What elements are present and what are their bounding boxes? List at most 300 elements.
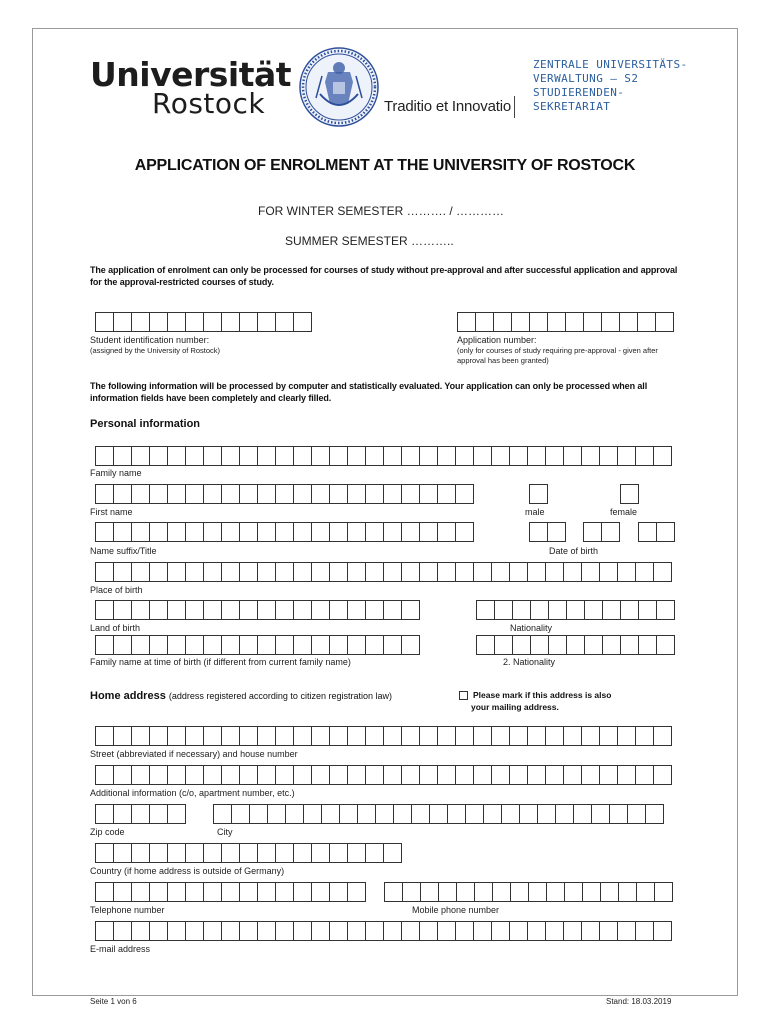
char-box[interactable] [204,562,222,582]
char-box[interactable] [584,312,602,332]
char-box[interactable] [456,921,474,941]
char-box[interactable] [214,804,232,824]
char-box[interactable] [204,600,222,620]
char-box[interactable] [549,635,567,655]
char-box[interactable] [114,804,132,824]
char-box[interactable] [621,484,639,504]
country-input[interactable] [95,843,402,863]
char-box[interactable] [402,600,420,620]
char-box[interactable] [528,446,546,466]
birth-day-input[interactable] [529,522,566,542]
char-box[interactable] [548,312,566,332]
char-box[interactable] [222,446,240,466]
char-box[interactable] [531,635,549,655]
char-box[interactable] [502,804,520,824]
char-box[interactable] [186,635,204,655]
char-box[interactable] [222,522,240,542]
char-box[interactable] [564,562,582,582]
char-box[interactable] [222,882,240,902]
char-box[interactable] [420,446,438,466]
char-box[interactable] [492,446,510,466]
char-box[interactable] [96,522,114,542]
char-box[interactable] [420,522,438,542]
char-box[interactable] [222,726,240,746]
char-box[interactable] [186,843,204,863]
char-box[interactable] [403,882,421,902]
char-box[interactable] [546,921,564,941]
char-box[interactable] [582,726,600,746]
char-box[interactable] [222,843,240,863]
char-box[interactable] [150,484,168,504]
zip-code-input[interactable] [95,804,186,824]
char-box[interactable] [438,921,456,941]
char-box[interactable] [96,600,114,620]
char-box[interactable] [276,635,294,655]
char-box[interactable] [204,635,222,655]
char-box[interactable] [132,843,150,863]
char-box[interactable] [348,921,366,941]
additional-info-input[interactable] [95,765,672,785]
char-box[interactable] [222,635,240,655]
char-box[interactable] [657,522,675,542]
char-box[interactable] [322,804,340,824]
student-id-input[interactable] [95,312,312,332]
char-box[interactable] [621,635,639,655]
char-box[interactable] [564,446,582,466]
char-box[interactable] [132,921,150,941]
char-box[interactable] [456,522,474,542]
char-box[interactable] [330,484,348,504]
char-box[interactable] [96,312,114,332]
land-of-birth-input[interactable] [95,600,420,620]
char-box[interactable] [258,882,276,902]
char-box[interactable] [474,726,492,746]
birth-month-input[interactable] [583,522,620,542]
char-box[interactable] [348,600,366,620]
char-box[interactable] [510,562,528,582]
char-box[interactable] [637,882,655,902]
char-box[interactable] [456,446,474,466]
char-box[interactable] [168,446,186,466]
char-box[interactable] [474,562,492,582]
char-box[interactable] [402,562,420,582]
char-box[interactable] [312,921,330,941]
char-box[interactable] [258,843,276,863]
char-box[interactable] [530,484,548,504]
char-box[interactable] [168,562,186,582]
char-box[interactable] [564,726,582,746]
char-box[interactable] [384,843,402,863]
char-box[interactable] [168,484,186,504]
char-box[interactable] [654,921,672,941]
char-box[interactable] [574,804,592,824]
char-box[interactable] [312,562,330,582]
char-box[interactable] [628,804,646,824]
char-box[interactable] [330,843,348,863]
char-box[interactable] [619,882,637,902]
char-box[interactable] [222,600,240,620]
char-box[interactable] [312,765,330,785]
char-box[interactable] [477,600,495,620]
char-box[interactable] [618,921,636,941]
char-box[interactable] [96,562,114,582]
char-box[interactable] [412,804,430,824]
char-box[interactable] [168,765,186,785]
char-box[interactable] [114,882,132,902]
char-box[interactable] [276,484,294,504]
char-box[interactable] [240,484,258,504]
city-input[interactable] [213,804,664,824]
char-box[interactable] [222,484,240,504]
char-box[interactable] [618,726,636,746]
char-box[interactable] [492,921,510,941]
char-box[interactable] [457,882,475,902]
char-box[interactable] [567,635,585,655]
char-box[interactable] [421,882,439,902]
char-box[interactable] [168,600,186,620]
char-box[interactable] [114,312,132,332]
char-box[interactable] [520,804,538,824]
char-box[interactable] [438,484,456,504]
char-box[interactable] [474,765,492,785]
char-box[interactable] [240,446,258,466]
char-box[interactable] [546,446,564,466]
char-box[interactable] [384,446,402,466]
char-box[interactable] [384,522,402,542]
char-box[interactable] [484,804,502,824]
char-box[interactable] [366,522,384,542]
char-box[interactable] [547,882,565,902]
char-box[interactable] [186,726,204,746]
char-box[interactable] [610,804,628,824]
char-box[interactable] [186,921,204,941]
char-box[interactable] [438,562,456,582]
char-box[interactable] [240,635,258,655]
char-box[interactable] [150,804,168,824]
char-box[interactable] [654,446,672,466]
char-box[interactable] [420,562,438,582]
char-box[interactable] [654,726,672,746]
char-box[interactable] [384,765,402,785]
char-box[interactable] [656,312,674,332]
char-box[interactable] [330,600,348,620]
char-box[interactable] [294,843,312,863]
char-box[interactable] [258,726,276,746]
char-box[interactable] [258,446,276,466]
char-box[interactable] [330,882,348,902]
char-box[interactable] [96,726,114,746]
char-box[interactable] [495,635,513,655]
char-box[interactable] [510,765,528,785]
mailing-address-checkbox[interactable] [459,691,468,700]
male-checkbox[interactable] [529,484,548,504]
char-box[interactable] [132,726,150,746]
char-box[interactable] [438,446,456,466]
char-box[interactable] [150,522,168,542]
char-box[interactable] [150,562,168,582]
char-box[interactable] [150,726,168,746]
char-box[interactable] [96,635,114,655]
char-box[interactable] [240,312,258,332]
char-box[interactable] [294,921,312,941]
char-box[interactable] [636,765,654,785]
char-box[interactable] [276,921,294,941]
char-box[interactable] [232,804,250,824]
char-box[interactable] [204,522,222,542]
char-box[interactable] [592,804,610,824]
char-box[interactable] [448,804,466,824]
char-box[interactable] [600,446,618,466]
char-box[interactable] [294,522,312,542]
char-box[interactable] [150,921,168,941]
char-box[interactable] [186,484,204,504]
char-box[interactable] [250,804,268,824]
char-box[interactable] [366,600,384,620]
char-box[interactable] [618,765,636,785]
char-box[interactable] [348,522,366,542]
char-box[interactable] [438,522,456,542]
char-box[interactable] [222,562,240,582]
char-box[interactable] [330,635,348,655]
family-name-input[interactable] [95,446,672,466]
char-box[interactable] [204,765,222,785]
char-box[interactable] [358,804,376,824]
char-box[interactable] [638,312,656,332]
place-of-birth-input[interactable] [95,562,672,582]
char-box[interactable] [474,446,492,466]
nationality-input[interactable] [476,600,675,620]
char-box[interactable] [330,765,348,785]
char-box[interactable] [646,804,664,824]
char-box[interactable] [439,882,457,902]
char-box[interactable] [602,522,620,542]
char-box[interactable] [312,600,330,620]
char-box[interactable] [240,522,258,542]
char-box[interactable] [529,882,547,902]
char-box[interactable] [114,726,132,746]
char-box[interactable] [655,882,673,902]
char-box[interactable] [222,312,240,332]
char-box[interactable] [546,562,564,582]
char-box[interactable] [258,522,276,542]
char-box[interactable] [204,446,222,466]
char-box[interactable] [438,765,456,785]
char-box[interactable] [258,312,276,332]
char-box[interactable] [348,562,366,582]
char-box[interactable] [258,635,276,655]
char-box[interactable] [204,921,222,941]
char-box[interactable] [286,804,304,824]
char-box[interactable] [312,726,330,746]
char-box[interactable] [385,882,403,902]
char-box[interactable] [618,446,636,466]
char-box[interactable] [600,921,618,941]
char-box[interactable] [96,765,114,785]
char-box[interactable] [294,635,312,655]
char-box[interactable] [384,635,402,655]
char-box[interactable] [268,804,286,824]
char-box[interactable] [438,726,456,746]
char-box[interactable] [132,765,150,785]
char-box[interactable] [132,882,150,902]
char-box[interactable] [150,446,168,466]
char-box[interactable] [276,765,294,785]
name-suffix-input[interactable] [95,522,474,542]
char-box[interactable] [384,562,402,582]
char-box[interactable] [340,804,358,824]
char-box[interactable] [402,726,420,746]
char-box[interactable] [549,600,567,620]
char-box[interactable] [402,484,420,504]
char-box[interactable] [475,882,493,902]
char-box[interactable] [654,765,672,785]
char-box[interactable] [222,921,240,941]
char-box[interactable] [240,562,258,582]
char-box[interactable] [636,446,654,466]
char-box[interactable] [114,600,132,620]
char-box[interactable] [168,843,186,863]
char-box[interactable] [312,522,330,542]
char-box[interactable] [276,522,294,542]
char-box[interactable] [528,562,546,582]
char-box[interactable] [150,312,168,332]
char-box[interactable] [132,484,150,504]
char-box[interactable] [132,804,150,824]
char-box[interactable] [474,921,492,941]
char-box[interactable] [603,600,621,620]
char-box[interactable] [168,726,186,746]
char-box[interactable] [312,843,330,863]
birth-family-name-input[interactable] [95,635,420,655]
char-box[interactable] [493,882,511,902]
char-box[interactable] [114,484,132,504]
nationality2-input[interactable] [476,635,675,655]
char-box[interactable] [150,882,168,902]
female-checkbox[interactable] [620,484,639,504]
char-box[interactable] [240,921,258,941]
char-box[interactable] [258,600,276,620]
char-box[interactable] [96,804,114,824]
char-box[interactable] [114,522,132,542]
char-box[interactable] [639,600,657,620]
char-box[interactable] [330,562,348,582]
application-number-input[interactable] [457,312,674,332]
char-box[interactable] [366,726,384,746]
char-box[interactable] [657,635,675,655]
char-box[interactable] [384,484,402,504]
char-box[interactable] [420,765,438,785]
char-box[interactable] [168,635,186,655]
char-box[interactable] [294,312,312,332]
char-box[interactable] [276,600,294,620]
char-box[interactable] [456,484,474,504]
char-box[interactable] [204,312,222,332]
street-input[interactable] [95,726,672,746]
char-box[interactable] [510,921,528,941]
char-box[interactable] [348,843,366,863]
char-box[interactable] [564,921,582,941]
char-box[interactable] [582,562,600,582]
char-box[interactable] [402,921,420,941]
char-box[interactable] [132,562,150,582]
char-box[interactable] [132,600,150,620]
char-box[interactable] [564,765,582,785]
char-box[interactable] [538,804,556,824]
char-box[interactable] [294,562,312,582]
char-box[interactable] [348,446,366,466]
char-box[interactable] [312,446,330,466]
char-box[interactable] [639,522,657,542]
char-box[interactable] [186,562,204,582]
char-box[interactable] [258,484,276,504]
char-box[interactable] [531,600,549,620]
char-box[interactable] [492,726,510,746]
char-box[interactable] [304,804,322,824]
char-box[interactable] [492,765,510,785]
char-box[interactable] [258,562,276,582]
char-box[interactable] [168,312,186,332]
char-box[interactable] [294,484,312,504]
char-box[interactable] [312,484,330,504]
char-box[interactable] [513,600,531,620]
char-box[interactable] [654,562,672,582]
char-box[interactable] [312,635,330,655]
char-box[interactable] [330,522,348,542]
char-box[interactable] [186,600,204,620]
char-box[interactable] [600,726,618,746]
char-box[interactable] [312,882,330,902]
char-box[interactable] [456,765,474,785]
char-box[interactable] [276,726,294,746]
char-box[interactable] [384,600,402,620]
char-box[interactable] [657,600,675,620]
char-box[interactable] [96,921,114,941]
char-box[interactable] [330,921,348,941]
char-box[interactable] [513,635,531,655]
char-box[interactable] [477,635,495,655]
char-box[interactable] [511,882,529,902]
char-box[interactable] [258,921,276,941]
telephone-input[interactable] [95,882,366,902]
char-box[interactable] [96,484,114,504]
char-box[interactable] [376,804,394,824]
char-box[interactable] [186,882,204,902]
char-box[interactable] [600,765,618,785]
char-box[interactable] [132,522,150,542]
char-box[interactable] [168,921,186,941]
char-box[interactable] [466,804,484,824]
char-box[interactable] [240,843,258,863]
char-box[interactable] [430,804,448,824]
char-box[interactable] [565,882,583,902]
char-box[interactable] [294,600,312,620]
char-box[interactable] [186,312,204,332]
char-box[interactable] [348,635,366,655]
char-box[interactable] [258,765,276,785]
char-box[interactable] [456,562,474,582]
char-box[interactable] [530,522,548,542]
char-box[interactable] [348,726,366,746]
char-box[interactable] [204,484,222,504]
char-box[interactable] [420,484,438,504]
char-box[interactable] [240,882,258,902]
char-box[interactable] [294,882,312,902]
char-box[interactable] [294,446,312,466]
char-box[interactable] [348,882,366,902]
char-box[interactable] [621,600,639,620]
char-box[interactable] [603,635,621,655]
char-box[interactable] [114,843,132,863]
